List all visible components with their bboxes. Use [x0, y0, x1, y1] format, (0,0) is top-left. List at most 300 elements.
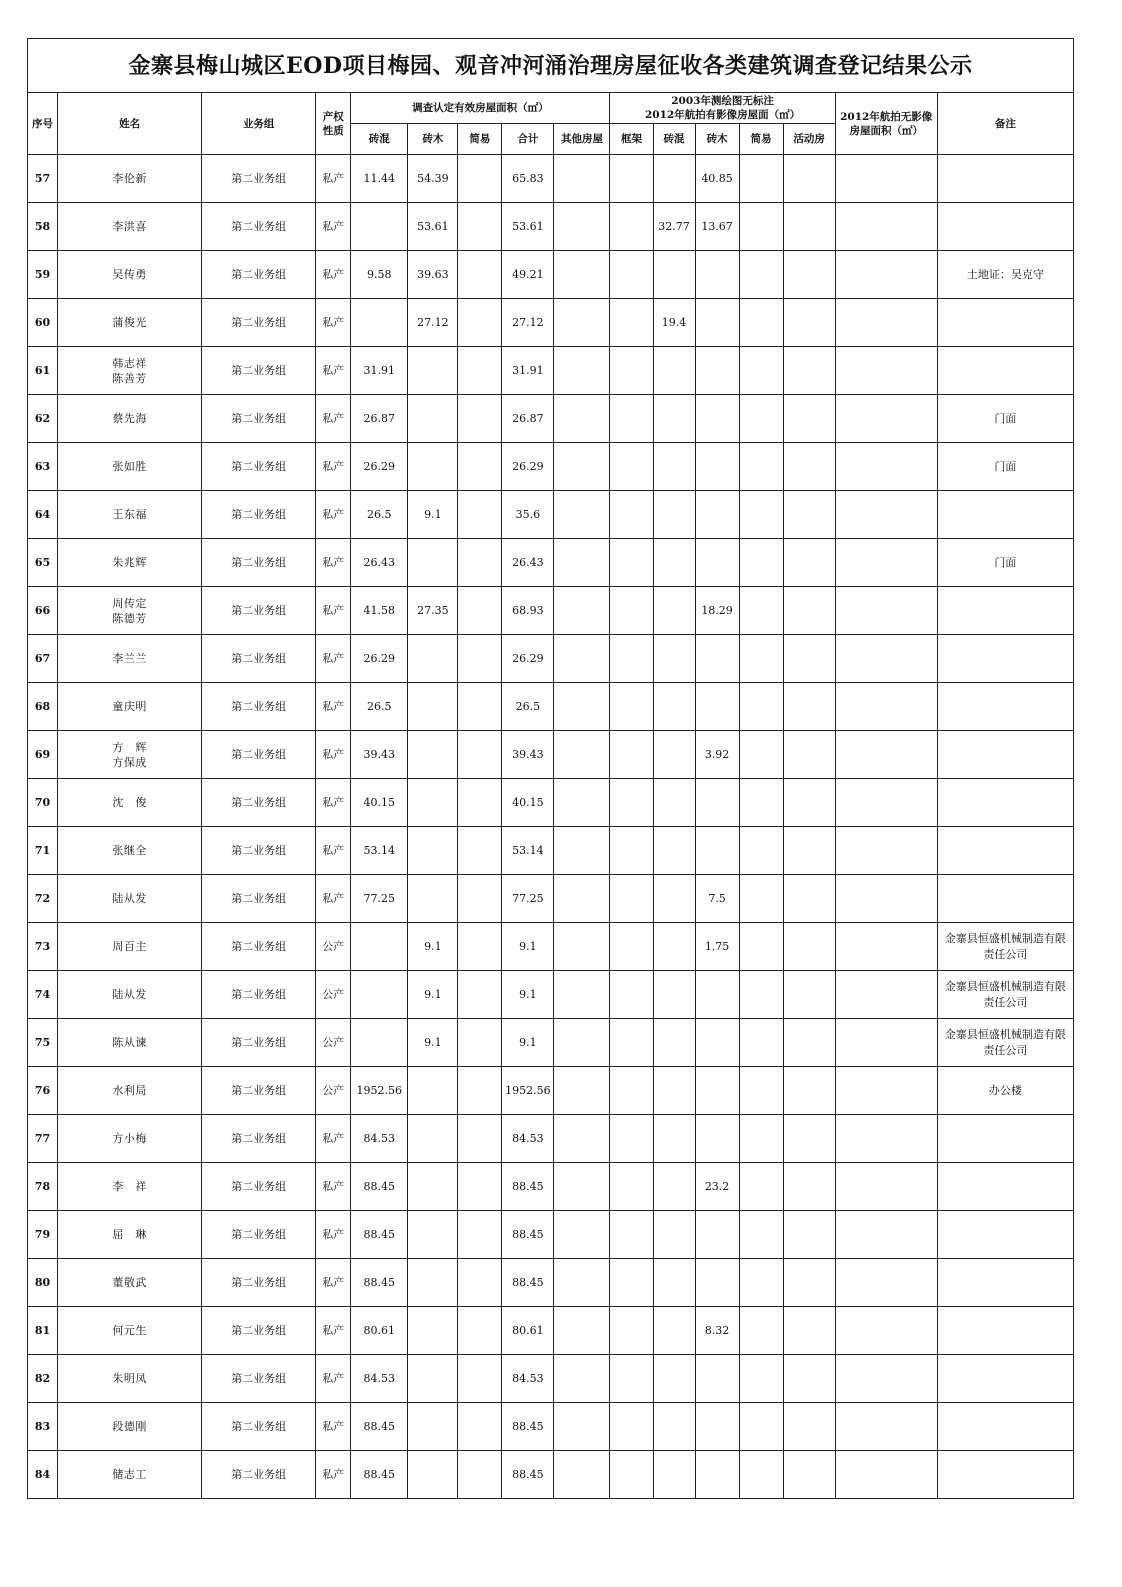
row-aerial-movable [783, 923, 835, 971]
row-survey-simple [458, 347, 502, 395]
row-aerial-frame [610, 1211, 653, 1259]
row-no-image-area [835, 1451, 937, 1499]
row-survey-brick-concrete: 88.45 [351, 1163, 408, 1211]
row-remark: 门面 [937, 443, 1073, 491]
row-aerial-simple [739, 395, 783, 443]
row-survey-brick-wood [408, 395, 458, 443]
header-survey-brick-concrete: 砖混 [351, 124, 408, 155]
row-aerial-simple [739, 491, 783, 539]
row-no-image-area [835, 155, 937, 203]
row-no-image-area [835, 827, 937, 875]
row-survey-brick-concrete: 84.53 [351, 1355, 408, 1403]
row-remark [937, 155, 1073, 203]
row-aerial-frame [610, 827, 653, 875]
row-survey-brick-concrete [351, 203, 408, 251]
row-aerial-frame [610, 923, 653, 971]
row-survey-total: 49.21 [502, 251, 554, 299]
row-survey-other [554, 1355, 610, 1403]
row-survey-total: 84.53 [502, 1115, 554, 1163]
row-survey-total: 26.29 [502, 635, 554, 683]
row-remark [937, 299, 1073, 347]
row-survey-brick-wood [408, 635, 458, 683]
row-aerial-frame [610, 395, 653, 443]
row-survey-other [554, 1451, 610, 1499]
row-remark [937, 1307, 1073, 1355]
row-aerial-movable [783, 1259, 835, 1307]
row-survey-simple [458, 443, 502, 491]
row-aerial-brick-wood: 13.67 [695, 203, 739, 251]
row-survey-total: 9.1 [502, 923, 554, 971]
table-row [28, 1067, 1074, 1115]
row-seq: 59 [28, 251, 58, 299]
row-remark: 土地证：吴克守 [937, 251, 1073, 299]
row-aerial-brick-wood [695, 299, 739, 347]
row-survey-brick-wood [408, 1259, 458, 1307]
row-group: 第二业务组 [202, 251, 316, 299]
row-survey-brick-concrete [351, 971, 408, 1019]
row-seq: 83 [28, 1403, 58, 1451]
row-aerial-brick-concrete [653, 1163, 695, 1211]
row-survey-simple [458, 1355, 502, 1403]
row-aerial-brick-wood: 7.5 [695, 875, 739, 923]
table-row [28, 1307, 1074, 1355]
row-aerial-simple [739, 539, 783, 587]
row-group: 第二业务组 [202, 971, 316, 1019]
row-aerial-movable [783, 1403, 835, 1451]
row-aerial-frame [610, 539, 653, 587]
row-survey-brick-concrete: 40.15 [351, 779, 408, 827]
row-survey-other [554, 203, 610, 251]
row-aerial-frame [610, 971, 653, 1019]
row-aerial-movable [783, 1307, 835, 1355]
row-name: 方 辉 方保成 [58, 731, 202, 779]
row-remark [937, 347, 1073, 395]
row-survey-other [554, 539, 610, 587]
row-name: 沈 俊 [58, 779, 202, 827]
row-aerial-frame [610, 443, 653, 491]
row-survey-other [554, 971, 610, 1019]
row-aerial-movable [783, 347, 835, 395]
row-survey-simple [458, 395, 502, 443]
row-aerial-frame [610, 299, 653, 347]
header-remark: 备注 [937, 93, 1073, 155]
row-aerial-simple [739, 1163, 783, 1211]
row-aerial-simple [739, 635, 783, 683]
header-property: 产权 性质 [316, 93, 351, 155]
row-group: 第二业务组 [202, 683, 316, 731]
row-aerial-simple [739, 683, 783, 731]
row-aerial-brick-concrete [653, 1307, 695, 1355]
table-row [28, 347, 1074, 395]
row-aerial-brick-wood [695, 1211, 739, 1259]
row-aerial-brick-concrete: 32.77 [653, 203, 695, 251]
row-survey-simple [458, 203, 502, 251]
row-seq: 60 [28, 299, 58, 347]
header-aerial-simple: 简易 [739, 124, 783, 155]
row-aerial-simple [739, 299, 783, 347]
row-remark: 金寨县恒盛机械制造有限责任公司 [937, 923, 1073, 971]
header-survey-total: 合计 [502, 124, 554, 155]
row-aerial-simple [739, 779, 783, 827]
row-aerial-brick-wood [695, 395, 739, 443]
row-group: 第二业务组 [202, 1019, 316, 1067]
row-remark [937, 1115, 1073, 1163]
row-remark [937, 1355, 1073, 1403]
row-survey-simple [458, 923, 502, 971]
row-seq: 78 [28, 1163, 58, 1211]
row-seq: 79 [28, 1211, 58, 1259]
table-row [28, 539, 1074, 587]
row-aerial-brick-concrete [653, 731, 695, 779]
row-remark [937, 491, 1073, 539]
row-aerial-frame [610, 155, 653, 203]
row-aerial-movable [783, 1355, 835, 1403]
row-survey-other [554, 491, 610, 539]
row-aerial-brick-wood [695, 827, 739, 875]
row-aerial-brick-concrete [653, 587, 695, 635]
row-name: 朱明凤 [58, 1355, 202, 1403]
row-aerial-brick-wood [695, 347, 739, 395]
row-remark: 门面 [937, 395, 1073, 443]
row-survey-brick-wood [408, 731, 458, 779]
header-aerial-frame: 框架 [610, 124, 653, 155]
row-name: 屈 琳 [58, 1211, 202, 1259]
row-no-image-area [835, 635, 937, 683]
row-property: 私产 [316, 1115, 351, 1163]
row-name: 吴传勇 [58, 251, 202, 299]
row-survey-brick-concrete: 41.58 [351, 587, 408, 635]
row-no-image-area [835, 347, 937, 395]
row-aerial-brick-wood [695, 635, 739, 683]
row-survey-brick-wood: 9.1 [408, 971, 458, 1019]
row-aerial-simple [739, 347, 783, 395]
row-survey-brick-wood: 9.1 [408, 1019, 458, 1067]
table-row [28, 1451, 1074, 1499]
row-group: 第二业务组 [202, 539, 316, 587]
row-survey-total: 88.45 [502, 1211, 554, 1259]
row-group: 第二业务组 [202, 1067, 316, 1115]
header-aerial-movable: 活动房 [783, 124, 835, 155]
row-aerial-brick-concrete [653, 971, 695, 1019]
row-aerial-brick-concrete [653, 1451, 695, 1499]
row-survey-brick-wood: 27.35 [408, 587, 458, 635]
header-survey-simple: 简易 [458, 124, 502, 155]
row-property: 私产 [316, 155, 351, 203]
row-survey-simple [458, 1451, 502, 1499]
row-survey-brick-concrete: 31.91 [351, 347, 408, 395]
row-survey-total: 84.53 [502, 1355, 554, 1403]
row-property: 私产 [316, 347, 351, 395]
row-aerial-simple [739, 251, 783, 299]
row-survey-simple [458, 1115, 502, 1163]
row-property: 公产 [316, 1019, 351, 1067]
row-group: 第二业务组 [202, 203, 316, 251]
row-survey-brick-wood: 39.63 [408, 251, 458, 299]
row-aerial-brick-concrete [653, 827, 695, 875]
row-survey-total: 31.91 [502, 347, 554, 395]
row-survey-brick-wood [408, 779, 458, 827]
row-survey-total: 9.1 [502, 1019, 554, 1067]
row-survey-simple [458, 635, 502, 683]
table-row [28, 491, 1074, 539]
row-seq: 80 [28, 1259, 58, 1307]
row-survey-brick-concrete: 77.25 [351, 875, 408, 923]
row-seq: 82 [28, 1355, 58, 1403]
row-name: 张如胜 [58, 443, 202, 491]
table-row [28, 1163, 1074, 1211]
row-survey-brick-wood: 54.39 [408, 155, 458, 203]
row-aerial-brick-concrete [653, 1067, 695, 1115]
row-aerial-simple [739, 1211, 783, 1259]
row-aerial-movable [783, 539, 835, 587]
row-aerial-movable [783, 299, 835, 347]
row-group: 第二业务组 [202, 491, 316, 539]
row-survey-brick-concrete [351, 299, 408, 347]
row-seq: 75 [28, 1019, 58, 1067]
row-aerial-frame [610, 875, 653, 923]
table-row [28, 779, 1074, 827]
row-survey-other [554, 683, 610, 731]
row-name: 王东福 [58, 491, 202, 539]
row-survey-total: 88.45 [502, 1163, 554, 1211]
row-name: 水利局 [58, 1067, 202, 1115]
row-seq: 62 [28, 395, 58, 443]
row-survey-total: 68.93 [502, 587, 554, 635]
row-group: 第二业务组 [202, 1307, 316, 1355]
row-property: 私产 [316, 1451, 351, 1499]
row-aerial-brick-concrete [653, 347, 695, 395]
row-aerial-frame [610, 1019, 653, 1067]
row-survey-other [554, 443, 610, 491]
row-aerial-simple [739, 443, 783, 491]
row-property: 私产 [316, 683, 351, 731]
row-survey-other [554, 1211, 610, 1259]
row-aerial-brick-concrete [653, 251, 695, 299]
row-aerial-simple [739, 1355, 783, 1403]
row-survey-simple [458, 875, 502, 923]
row-aerial-frame [610, 1163, 653, 1211]
row-aerial-brick-wood: 23.2 [695, 1163, 739, 1211]
row-no-image-area [835, 1115, 937, 1163]
row-name: 段德刚 [58, 1403, 202, 1451]
row-seq: 68 [28, 683, 58, 731]
row-aerial-simple [739, 1403, 783, 1451]
row-aerial-brick-wood [695, 1403, 739, 1451]
row-property: 私产 [316, 827, 351, 875]
row-aerial-movable [783, 731, 835, 779]
row-aerial-brick-wood [695, 1451, 739, 1499]
row-no-image-area [835, 395, 937, 443]
row-survey-simple [458, 1259, 502, 1307]
row-aerial-movable [783, 587, 835, 635]
row-survey-brick-wood [408, 539, 458, 587]
row-seq: 70 [28, 779, 58, 827]
row-property: 私产 [316, 1307, 351, 1355]
row-seq: 64 [28, 491, 58, 539]
row-no-image-area [835, 923, 937, 971]
row-aerial-frame [610, 1451, 653, 1499]
row-survey-other [554, 875, 610, 923]
row-aerial-movable [783, 251, 835, 299]
row-survey-other [554, 347, 610, 395]
row-group: 第二业务组 [202, 1115, 316, 1163]
row-property: 私产 [316, 635, 351, 683]
row-aerial-simple [739, 827, 783, 875]
row-remark [937, 875, 1073, 923]
row-survey-total: 35.6 [502, 491, 554, 539]
row-aerial-brick-wood [695, 443, 739, 491]
row-aerial-brick-wood [695, 1259, 739, 1307]
row-aerial-brick-concrete [653, 155, 695, 203]
row-survey-total: 40.15 [502, 779, 554, 827]
row-survey-brick-concrete: 26.29 [351, 635, 408, 683]
row-no-image-area [835, 1403, 937, 1451]
row-seq: 66 [28, 587, 58, 635]
row-aerial-brick-wood [695, 251, 739, 299]
row-name: 李兰兰 [58, 635, 202, 683]
row-aerial-brick-concrete [653, 1019, 695, 1067]
row-seq: 77 [28, 1115, 58, 1163]
row-property: 私产 [316, 875, 351, 923]
row-survey-total: 65.83 [502, 155, 554, 203]
row-remark [937, 635, 1073, 683]
row-remark [937, 1163, 1073, 1211]
row-aerial-frame [610, 635, 653, 683]
row-aerial-brick-concrete [653, 635, 695, 683]
row-seq: 73 [28, 923, 58, 971]
row-survey-brick-wood: 53.61 [408, 203, 458, 251]
row-survey-brick-wood [408, 347, 458, 395]
row-survey-total: 53.14 [502, 827, 554, 875]
row-survey-simple [458, 971, 502, 1019]
row-aerial-brick-concrete [653, 443, 695, 491]
row-survey-brick-wood [408, 827, 458, 875]
table-row [28, 875, 1074, 923]
row-group: 第二业务组 [202, 299, 316, 347]
row-seq: 63 [28, 443, 58, 491]
row-aerial-brick-concrete: 19.4 [653, 299, 695, 347]
row-survey-brick-concrete: 88.45 [351, 1451, 408, 1499]
header-seq: 序号 [28, 93, 58, 155]
row-survey-brick-concrete: 26.5 [351, 683, 408, 731]
row-property: 私产 [316, 395, 351, 443]
row-aerial-frame [610, 491, 653, 539]
row-name: 朱兆辉 [58, 539, 202, 587]
header-aerial-area: 2003年测绘图无标注 2012年航拍有影像房屋面（㎡） [610, 93, 835, 124]
row-no-image-area [835, 1259, 937, 1307]
table-row [28, 827, 1074, 875]
row-name: 储志工 [58, 1451, 202, 1499]
row-property: 私产 [316, 587, 351, 635]
row-property: 私产 [316, 443, 351, 491]
row-survey-brick-concrete: 26.29 [351, 443, 408, 491]
row-no-image-area [835, 779, 937, 827]
row-survey-other [554, 1259, 610, 1307]
row-survey-brick-wood [408, 875, 458, 923]
row-property: 公产 [316, 923, 351, 971]
row-remark [937, 1211, 1073, 1259]
row-aerial-simple [739, 1451, 783, 1499]
row-aerial-simple [739, 155, 783, 203]
row-survey-simple [458, 155, 502, 203]
table-row [28, 1355, 1074, 1403]
row-survey-simple [458, 1163, 502, 1211]
row-survey-total: 26.29 [502, 443, 554, 491]
row-remark [937, 731, 1073, 779]
row-name: 周百主 [58, 923, 202, 971]
row-survey-other [554, 1163, 610, 1211]
row-no-image-area [835, 971, 937, 1019]
row-aerial-movable [783, 635, 835, 683]
row-aerial-brick-concrete [653, 923, 695, 971]
row-name: 方小梅 [58, 1115, 202, 1163]
row-survey-other [554, 635, 610, 683]
row-survey-brick-wood [408, 1067, 458, 1115]
row-survey-other [554, 827, 610, 875]
row-aerial-frame [610, 1115, 653, 1163]
row-group: 第二业务组 [202, 923, 316, 971]
row-name: 李洪喜 [58, 203, 202, 251]
table-row [28, 395, 1074, 443]
row-seq: 69 [28, 731, 58, 779]
row-remark: 门面 [937, 539, 1073, 587]
table-row [28, 1211, 1074, 1259]
row-survey-brick-concrete: 80.61 [351, 1307, 408, 1355]
header-survey-area: 调查认定有效房屋面积（㎡） [351, 93, 610, 124]
header-aerial-brick-concrete: 砖混 [653, 124, 695, 155]
row-aerial-brick-wood [695, 779, 739, 827]
row-group: 第二业务组 [202, 1403, 316, 1451]
row-aerial-frame [610, 251, 653, 299]
row-seq: 65 [28, 539, 58, 587]
row-remark [937, 203, 1073, 251]
row-survey-simple [458, 1067, 502, 1115]
row-no-image-area [835, 1307, 937, 1355]
document-title: 金寨县梅山城区EOD项目梅园、观音冲河涌治理房屋征收各类建筑调查登记结果公示 [28, 39, 1074, 93]
row-remark [937, 779, 1073, 827]
row-aerial-frame [610, 1355, 653, 1403]
row-aerial-brick-concrete [653, 683, 695, 731]
row-remark [937, 827, 1073, 875]
table-row [28, 443, 1074, 491]
row-aerial-simple [739, 1259, 783, 1307]
row-group: 第二业务组 [202, 347, 316, 395]
row-group: 第二业务组 [202, 155, 316, 203]
row-remark [937, 1259, 1073, 1307]
row-aerial-brick-wood [695, 683, 739, 731]
table-row [28, 923, 1074, 971]
row-aerial-movable [783, 1067, 835, 1115]
row-survey-simple [458, 539, 502, 587]
row-survey-total: 88.45 [502, 1259, 554, 1307]
table-row [28, 1019, 1074, 1067]
row-remark: 金寨县恒盛机械制造有限责任公司 [937, 1019, 1073, 1067]
row-property: 公产 [316, 1067, 351, 1115]
row-survey-brick-concrete: 88.45 [351, 1259, 408, 1307]
row-aerial-frame [610, 1307, 653, 1355]
row-survey-other [554, 731, 610, 779]
row-survey-other [554, 1019, 610, 1067]
row-no-image-area [835, 1163, 937, 1211]
row-survey-brick-concrete: 26.43 [351, 539, 408, 587]
row-aerial-simple [739, 1115, 783, 1163]
row-survey-simple [458, 683, 502, 731]
row-no-image-area [835, 203, 937, 251]
row-group: 第二业务组 [202, 1451, 316, 1499]
row-survey-brick-concrete: 53.14 [351, 827, 408, 875]
row-aerial-brick-wood: 18.29 [695, 587, 739, 635]
row-survey-other [554, 587, 610, 635]
